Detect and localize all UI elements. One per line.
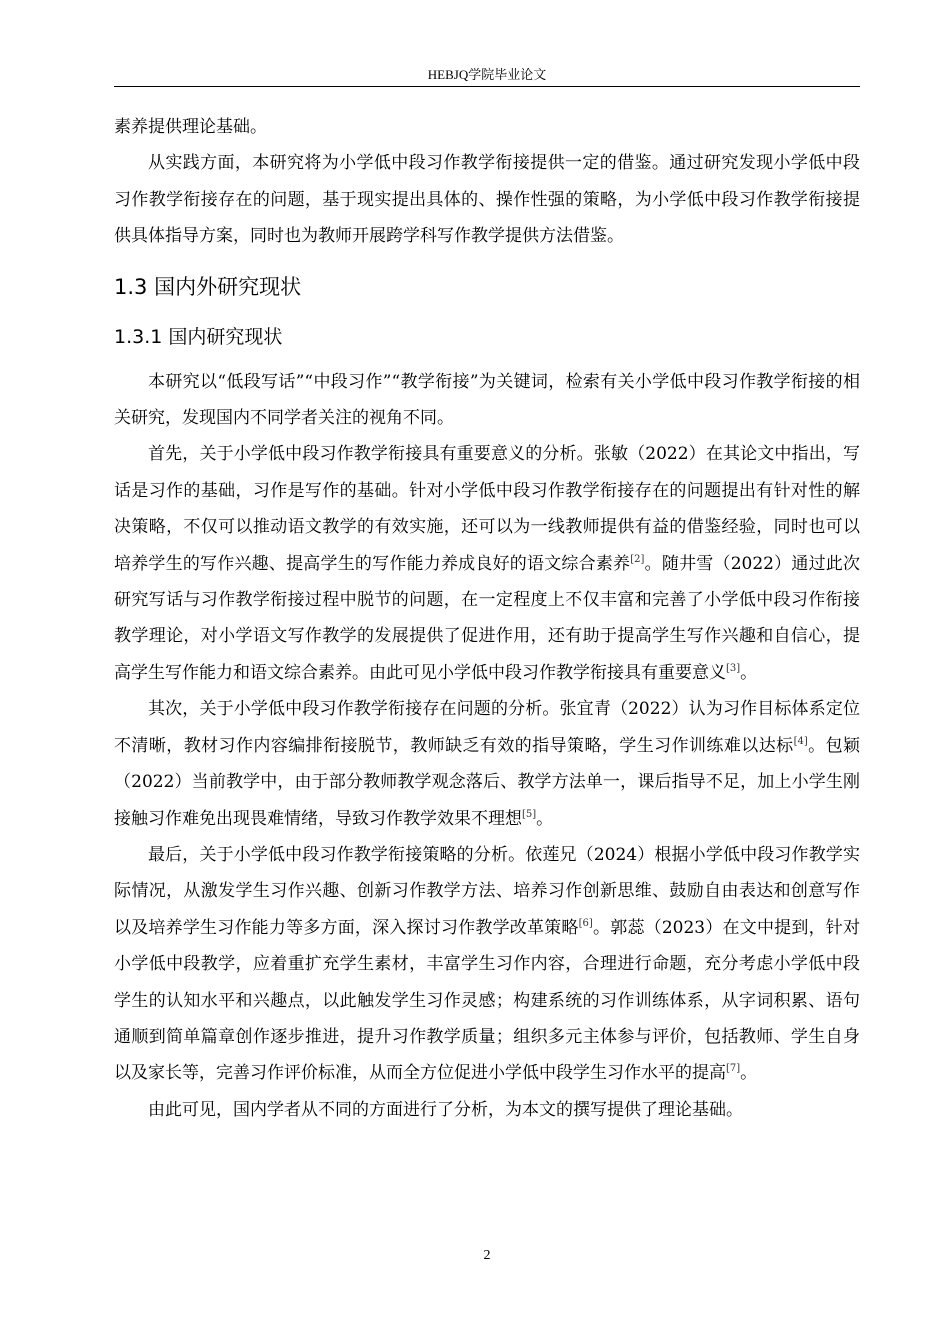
page-number: 2 — [483, 1248, 491, 1263]
subsection-heading: 1.3.1 国内研究现状 — [114, 325, 283, 348]
header-rule — [114, 86, 860, 87]
citation-ref: [3] — [726, 662, 741, 674]
citation-ref: [5] — [522, 808, 537, 820]
text-run: 。 — [536, 808, 554, 829]
running-header: HEBJQ学院毕业论文 — [427, 67, 547, 82]
paragraph-continuation: 素养提供理论基础。 — [114, 117, 267, 137]
body-text — [114, 109, 860, 1128]
text-run: 其次，关于小学低中段习作教学衔接存在问题的分析。张宜青（2022）认为习作目标体系定位不清晰，教材习作内容编排衔接脱节，教师缺乏有效的指导策略，学生习作训练难以达标 — [114, 699, 860, 756]
paragraph-conclusion: 由此可见，国内学者从不同的方面进行了分析，为本文的撰写提供了理论基础。 — [148, 1099, 743, 1120]
citation-ref: [6] — [578, 917, 593, 929]
text-run: 首先，关于小学低中段习作教学衔接具有重要意义的分析。张敏（2022）在其论文中指出，写话是习作的基础，习作是写作的基础。针对小学低中段习作教学衔接存在的问题提出有针对性的解决策略，不仅可以推动语文教学的有效实施，还可以为一线教师提供有益的借鉴经验，同时也可以培养学生的写作兴趣、提高学生的写作能力养成良好的语文综合素养 — [114, 444, 860, 574]
paragraph-problems — [114, 691, 860, 837]
text-run: 。 — [740, 1063, 758, 1084]
text-run: 。郭蕊（2023）在文中提到，针对小学低中段教学，应着重扩充学生素材，丰富学生习作内容，合理进行命题，充分考虑小学低中段学生的认知水平和兴趣点，以此触发学生习作灵感；构建系统的习作训练体系，从字词积累、语句通顺到简单篇章创作逐步推进，提升习作教学质量；组织多元主体参与评价，包括教师、学生自身以及家长等，完善习作评价标准，从而全方位促进小学低中段学生习作水平的提高 — [114, 917, 860, 1084]
citation-ref: [4] — [793, 735, 808, 747]
paragraph-practice: 从实践方面，本研究将为小学低中段习作教学衔接提供一定的借鉴。通过研究发现小学低中段习作教学衔接存在的问题，基于现实提出具体的、操作性强的策略，为小学低中段习作教学衔接提供具体指导方案，同时也为教师开展跨学科写作教学提供方法借鉴。 — [114, 153, 860, 247]
paragraph-strategies — [114, 837, 860, 1092]
text-run: 。 — [740, 662, 758, 683]
section-heading: 1.3 国内外研究现状 — [114, 274, 302, 299]
text-run: 最后，关于小学低中段习作教学衔接策略的分析。依莲兄（2024）根据小学低中段习作教学实际情况，从激发学生习作兴趣、创新习作教学方法、培养习作创新思维、鼓励自由表达和创意写作以及培养学生习作能力等多方面，深入探讨习作教学改革策略 — [114, 844, 860, 938]
text-run: 。包颖（2022）当前教学中，由于部分教师教学观念落后、教学方法单一，课后指导不足，加上小学生刚接触习作难免出现畏难情绪，导致习作教学效果不理想 — [114, 735, 861, 829]
paragraph-significance — [114, 436, 860, 691]
text-run: 。随井雪（2022）通过此次研究写话与习作教学衔接过程中脱节的问题，在一定程度上不仅丰富和完善了小学低中段习作衔接教学理论，对小学语文写作教学的发展提供了促进作用，还有助于提高学生写作兴趣和自信心，提高学生写作能力和语文综合素养。由此可见小学低中段习作教学衔接具有重要意义 — [114, 553, 860, 683]
citation-ref: [2] — [630, 553, 645, 565]
paragraph-keywords: 本研究以“低段写话”“中段习作”“教学衔接”为关键词，检索有关小学低中段习作教学衔接的相关研究，发现国内不同学者关注的视角不同。 — [114, 371, 860, 429]
citation-ref: [7] — [726, 1063, 741, 1075]
